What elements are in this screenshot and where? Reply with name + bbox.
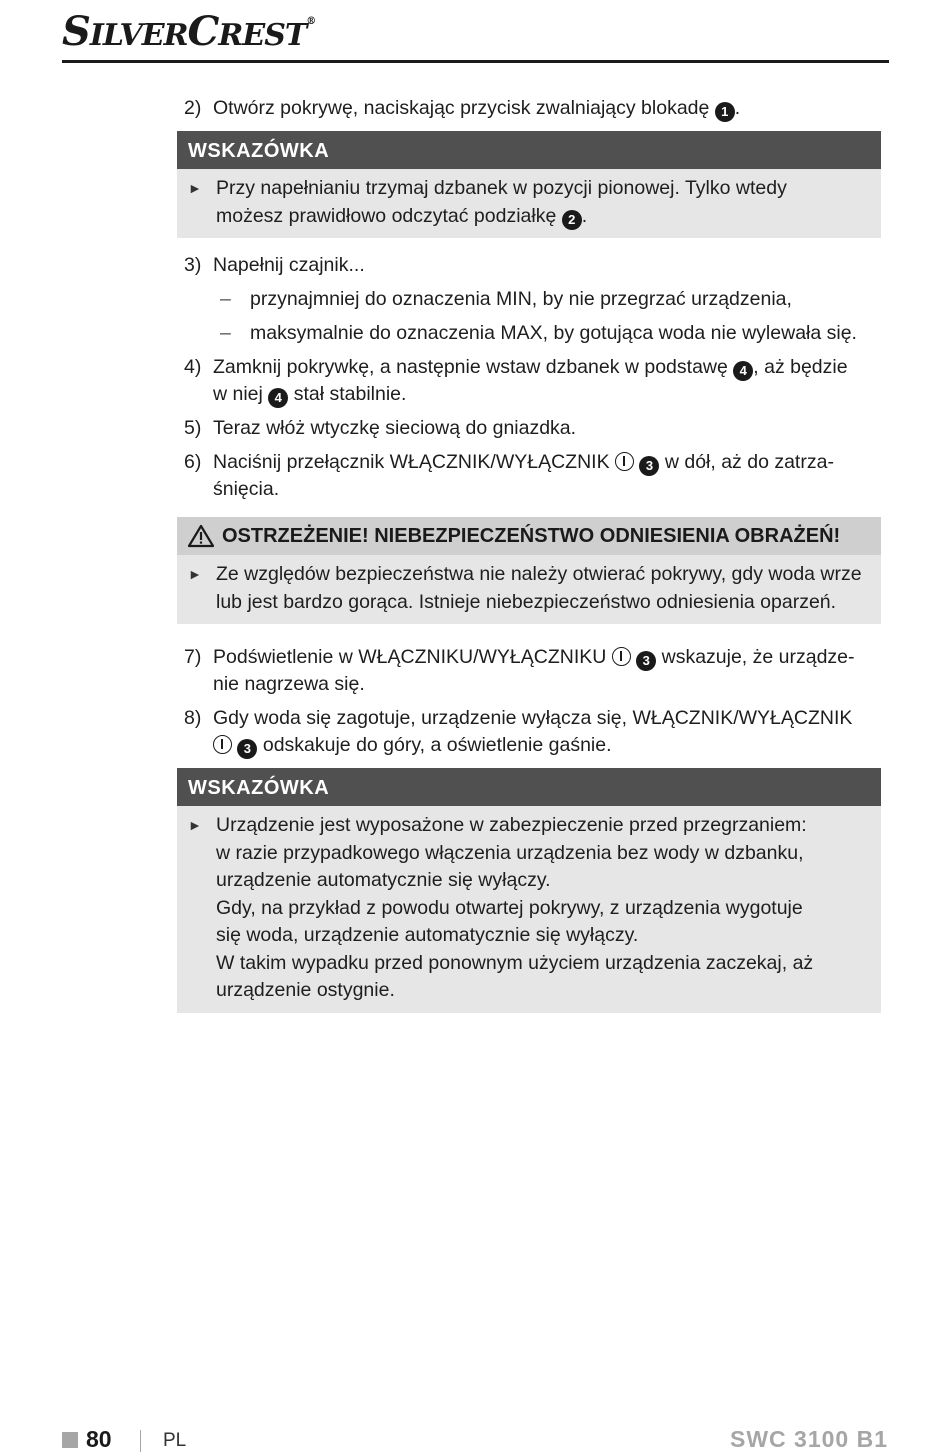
footer-square bbox=[62, 1432, 78, 1448]
note-title: WSKAZÓWKA bbox=[177, 768, 881, 806]
footer-divider bbox=[140, 1430, 141, 1452]
arrow-right-icon: ► bbox=[188, 817, 202, 833]
ref-badge: 2 bbox=[562, 210, 582, 230]
ref-badge: 1 bbox=[715, 102, 735, 122]
ref-badge: 3 bbox=[237, 739, 257, 759]
step-6: 6) Naciśnij przełącznik WŁĄCZNIK/WYŁĄCZNIK 3 w dół, aż do zatrza- śnięcia. bbox=[184, 451, 834, 500]
ref-badge: 3 bbox=[636, 651, 656, 671]
arrow-right-icon: ► bbox=[188, 566, 202, 582]
sub-item: – maksymalnie do oznaczenia MAX, by gotująca woda nie wylewała się. bbox=[220, 322, 857, 344]
header-rule bbox=[62, 60, 889, 63]
note-item: ► Urządzenie jest wyposażone w zabezpieczenie przed przegrzaniem: w razie przypadkowego włączenia urządzenia bez wody w dzbanku, urządzenie automatycznie się wyłączy. Gdy, na przykład z powodu otwartej pokrywy, z urządzenia wygotuje się woda, urządzenie automatycznie się wyłączy. W takim wypadku przed ponownym użyciem urządzenia zaczekaj, aż urządzenie ostygnie. bbox=[188, 812, 871, 1005]
note-box bbox=[177, 768, 881, 1013]
ref-badge: 4 bbox=[733, 361, 753, 381]
note-box bbox=[177, 131, 881, 238]
language-code: PL bbox=[163, 1430, 187, 1451]
step-2: 2) Otwórz pokrywę, naciskając przycisk zwalniający blokadę 1 . bbox=[184, 95, 884, 122]
page-number: 80 bbox=[86, 1426, 112, 1452]
step-3: 3) Napełnij czajnik... bbox=[184, 254, 365, 276]
step-7: 7) Podświetlenie w WŁĄCZNIKU/WYŁĄCZNIKU 3 wskazuje, że urządze- nie nagrzewa się. bbox=[184, 646, 855, 695]
silvercrest-logo: SILVERCREST® bbox=[62, 8, 316, 55]
note-title: WSKAZÓWKA bbox=[177, 131, 881, 169]
warning-triangle-icon bbox=[188, 524, 214, 548]
note-item: ► Przy napełnianiu trzymaj dzbanek w pozycji pionowej. Tylko wtedy możesz prawidłowo odczytać podziałkę 2 . bbox=[188, 175, 871, 230]
power-symbol-icon bbox=[612, 647, 631, 666]
step-5: 5) Teraz włóż wtyczkę sieciową do gniazdka. bbox=[184, 417, 577, 439]
arrow-right-icon: ► bbox=[188, 180, 202, 196]
warning-item: ► Ze względów bezpieczeństwa nie należy otwierać pokrywy, gdy woda wrze lub jest bardzo gorąca. Istnieje niebezpieczeństwo odniesienia oparzeń. bbox=[188, 561, 871, 616]
model-number: SWC 3100 B1 bbox=[729, 1426, 888, 1452]
power-symbol-icon bbox=[213, 735, 232, 754]
ref-badge: 4 bbox=[268, 388, 288, 408]
power-symbol-icon bbox=[615, 452, 634, 471]
step-4: 4) Zamknij pokrywkę, a następnie wstaw dzbanek w podstawę 4 , aż będzie w niej 4 stał stabilnie. bbox=[184, 354, 884, 408]
sub-item: – przynajmniej do oznaczenia MIN, by nie przegrzać urządzenia, bbox=[220, 288, 792, 310]
manual-content bbox=[184, 95, 884, 1027]
warning-box bbox=[177, 517, 881, 624]
warning-title: OSTRZEŻENIE! NIEBEZPIECZEŃSTWO ODNIESIENIA OBRAŻEŃ! bbox=[177, 517, 881, 555]
ref-badge: 3 bbox=[639, 456, 659, 476]
step-8: 8) Gdy woda się zagotuje, urządzenie wyłącza się, WŁĄCZNIK/WYŁĄCZNIK 3 odskakuje do góry, a oświetlenie gaśnie. bbox=[184, 705, 884, 759]
